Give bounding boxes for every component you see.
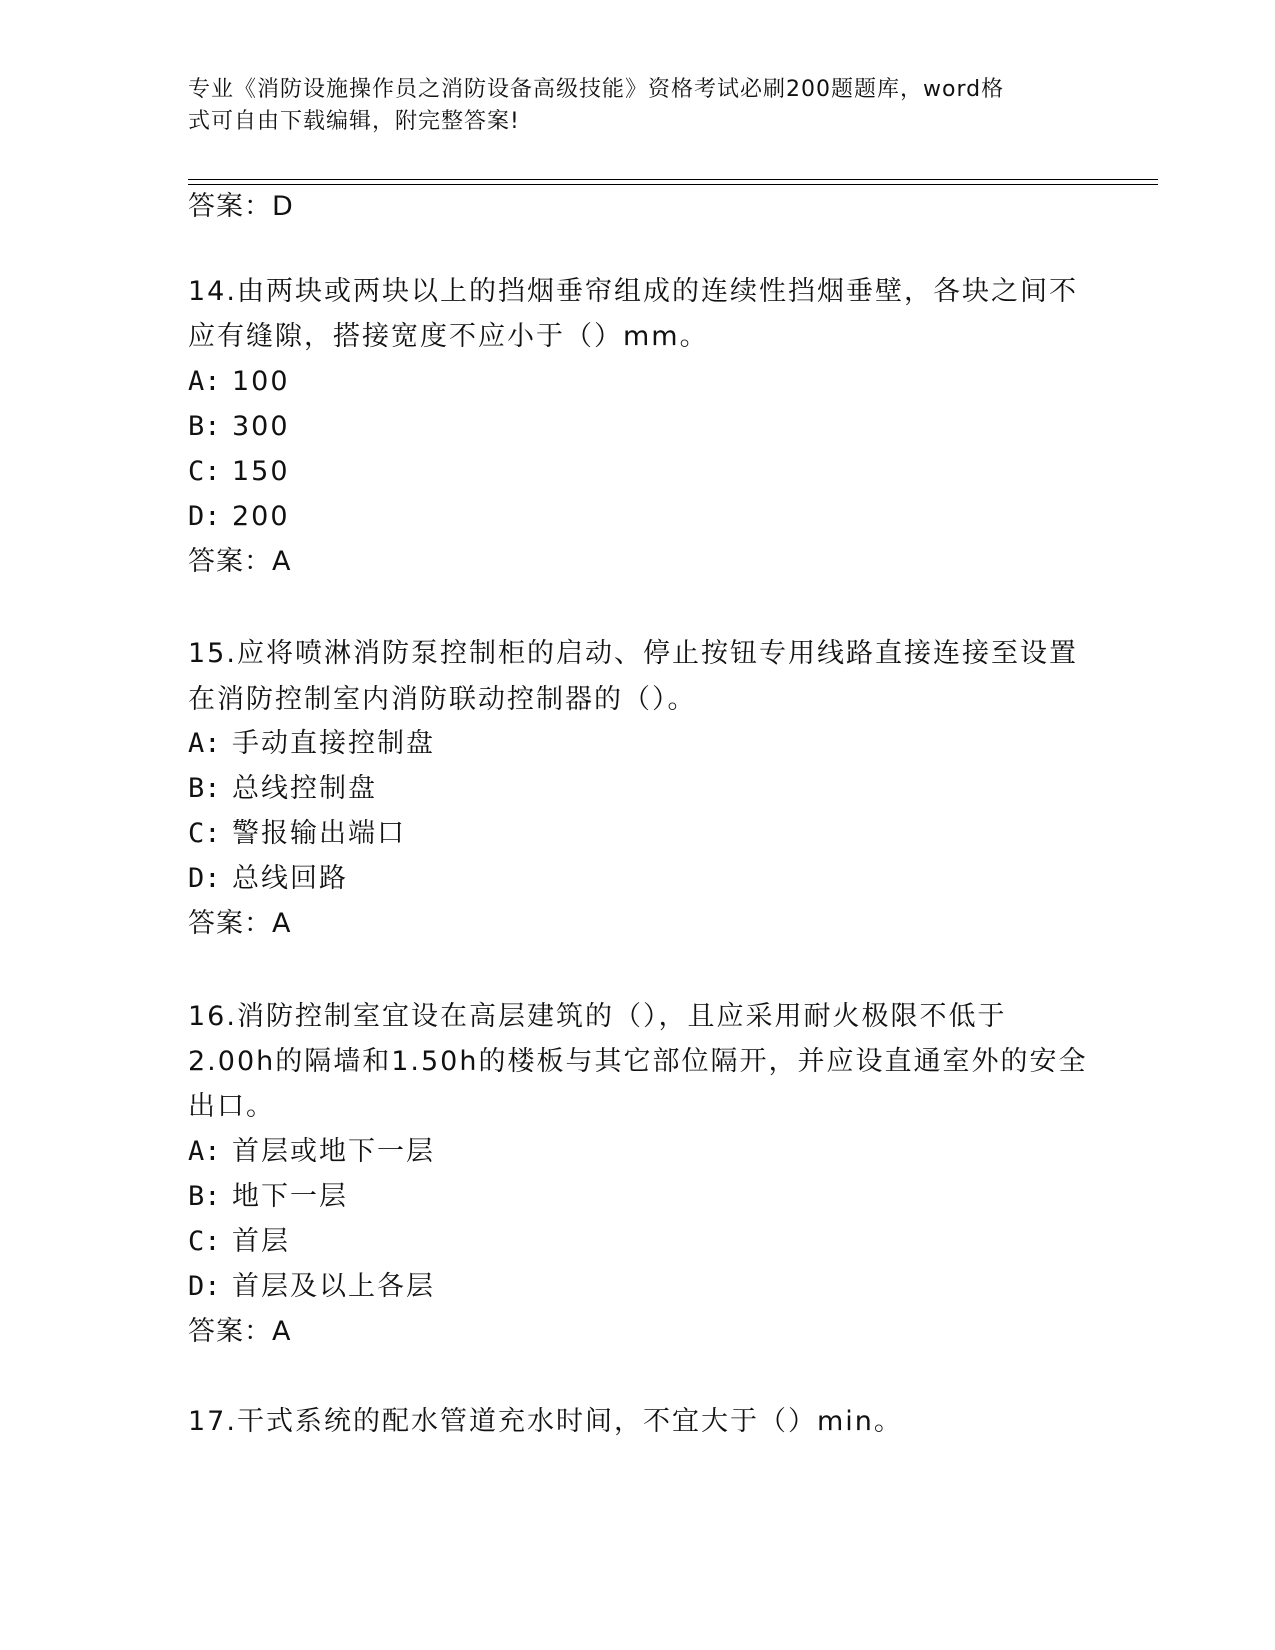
prev-answer: 答案：D xyxy=(188,191,294,222)
option-key: D: xyxy=(188,501,221,532)
option-text: 地下一层 xyxy=(232,1181,348,1212)
question-15-answer: 答案：A xyxy=(188,908,292,939)
header-line-1: 专业《消防设施操作员之消防设备高级技能》资格考试必刷200题题库，word格 xyxy=(188,77,1005,102)
question-14-line-2: 应有缝隙，搭接宽度不应小于（）mm。 xyxy=(188,321,709,352)
question-17-line-1: 17.干式系统的配水管道充水时间，不宜大于（）min。 xyxy=(188,1406,903,1437)
option-key: B: xyxy=(188,1181,221,1212)
question-16-option-b xyxy=(188,1180,348,1214)
question-16-line-2: 2.00h的隔墙和1.50h的楼板与其它部位隔开，并应设直通室外的安全 xyxy=(188,1046,1088,1077)
option-key: C: xyxy=(188,456,221,487)
option-key: C: xyxy=(188,1226,221,1257)
option-text: 警报输出端口 xyxy=(232,818,406,849)
question-14-option-c xyxy=(188,455,290,489)
option-key: D: xyxy=(188,1271,221,1302)
question-14-answer: 答案：A xyxy=(188,546,292,577)
question-16-line-3: 出口。 xyxy=(188,1091,275,1122)
option-key: A: xyxy=(188,366,221,397)
option-text: 200 xyxy=(232,501,290,532)
option-text: 首层或地下一层 xyxy=(232,1136,435,1167)
option-key: A: xyxy=(188,728,221,759)
option-text: 150 xyxy=(232,456,290,487)
header-line-2: 式可自由下载编辑，附完整答案! xyxy=(188,109,520,134)
option-key: A: xyxy=(188,1136,221,1167)
question-14-option-d xyxy=(188,500,290,534)
option-text: 总线回路 xyxy=(232,863,348,894)
header-divider-bottom xyxy=(188,184,1158,185)
option-key: B: xyxy=(188,411,221,442)
question-15-option-c xyxy=(188,817,406,851)
document-header xyxy=(188,74,1088,138)
option-text: 首层及以上各层 xyxy=(232,1271,435,1302)
question-16-option-d xyxy=(188,1270,435,1304)
option-text: 总线控制盘 xyxy=(232,773,377,804)
question-14-option-b xyxy=(188,410,290,444)
option-key: D: xyxy=(188,863,221,894)
question-15-line-2: 在消防控制室内消防联动控制器的（）。 xyxy=(188,684,697,715)
question-16-option-a xyxy=(188,1135,435,1169)
question-14-line-1: 14.由两块或两块以上的挡烟垂帘组成的连续性挡烟垂壁，各块之间不 xyxy=(188,276,1078,307)
question-15-option-a xyxy=(188,727,435,761)
question-16-line-1: 16.消防控制室宜设在高层建筑的（），且应采用耐火极限不低于 xyxy=(188,1001,1007,1032)
option-text: 100 xyxy=(232,366,290,397)
option-text: 手动直接控制盘 xyxy=(232,728,435,759)
question-15-line-1: 15.应将喷淋消防泵控制柜的启动、停止按钮专用线路直接连接至设置 xyxy=(188,638,1078,669)
option-text: 首层 xyxy=(232,1226,290,1257)
option-key: C: xyxy=(188,818,221,849)
question-15-option-b xyxy=(188,772,377,806)
question-16-option-c xyxy=(188,1225,290,1259)
option-text: 300 xyxy=(232,411,290,442)
question-14-option-a xyxy=(188,365,290,399)
question-16-answer: 答案：A xyxy=(188,1316,292,1347)
question-15-option-d xyxy=(188,862,348,896)
header-divider-top xyxy=(188,179,1158,180)
option-key: B: xyxy=(188,773,221,804)
